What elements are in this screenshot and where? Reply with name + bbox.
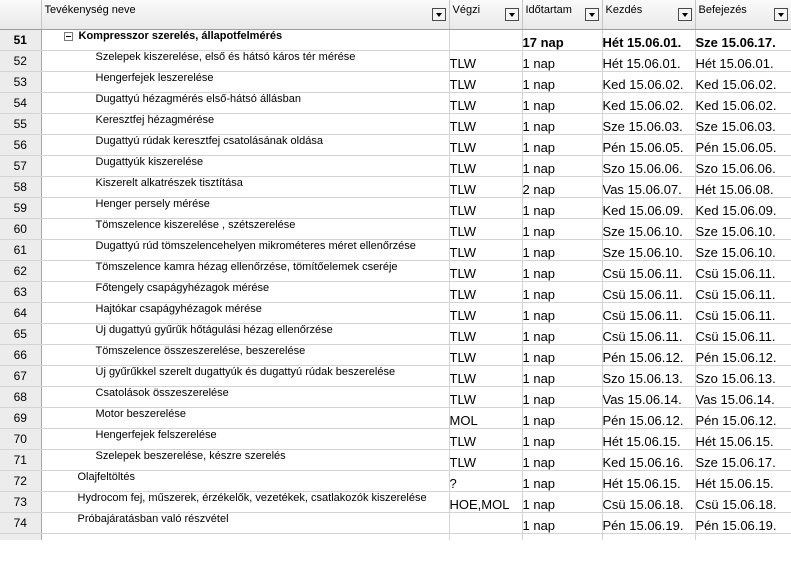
finish-date-cell[interactable]: Vas 15.06.14. [695,387,791,408]
empty-cell[interactable] [0,534,41,541]
start-date-cell[interactable]: Csü 15.06.18. [602,492,695,513]
column-header-start[interactable] [602,0,695,30]
finish-date-cell[interactable]: Pén 15.06.19. [695,513,791,534]
duration-cell[interactable]: 1 nap [522,408,602,429]
row-id-cell[interactable]: 60 [0,219,41,240]
start-date-cell[interactable]: Szo 15.06.13. [602,366,695,387]
task-row[interactable] [0,282,791,303]
resource-cell[interactable] [449,30,522,51]
empty-row[interactable] [0,534,791,541]
resource-cell[interactable]: TLW [449,198,522,219]
row-id-cell[interactable]: 72 [0,471,41,492]
start-date-cell[interactable]: Pén 15.06.12. [602,345,695,366]
filter-dropdown-icon[interactable] [432,8,446,21]
task-name-cell[interactable] [41,471,449,492]
duration-cell[interactable]: 1 nap [522,366,602,387]
row-id-cell[interactable]: 53 [0,72,41,93]
task-name-cell[interactable] [41,450,449,471]
finish-date-cell[interactable]: Csü 15.06.11. [695,303,791,324]
task-row[interactable] [0,156,791,177]
row-id-cell[interactable]: 64 [0,303,41,324]
start-date-cell[interactable]: Sze 15.06.10. [602,240,695,261]
task-row[interactable] [0,324,791,345]
finish-date-cell[interactable]: Hét 15.06.08. [695,177,791,198]
filter-dropdown-icon[interactable] [505,8,519,21]
task-name-cell[interactable] [41,513,449,534]
start-date-cell[interactable]: Csü 15.06.11. [602,324,695,345]
finish-date-cell[interactable]: Hét 15.06.15. [695,471,791,492]
column-header-label: Tevékenység neve [44,4,136,16]
resource-cell[interactable]: MOL [449,408,522,429]
task-name-cell[interactable] [41,282,449,303]
row-id-cell[interactable]: 66 [0,345,41,366]
task-name-text: Tömszelence kamra hézag ellenőrzése, tömítőelemek cseréje [95,261,398,273]
column-header-label: Időtartam [525,4,572,16]
task-row[interactable] [0,408,791,429]
task-name-cell[interactable] [41,198,449,219]
row-id-cell[interactable]: 58 [0,177,41,198]
row-id-cell[interactable]: 57 [0,156,41,177]
row-id-cell[interactable]: 52 [0,51,41,72]
duration-cell[interactable]: 1 nap [522,261,602,282]
task-name-text: Kompresszor szerelés, állapotfelmérés [78,30,283,42]
task-name-text: Szelepek beszerelése, készre szerelés [95,450,286,462]
task-name-text: Olajfeltöltés [77,471,135,483]
column-header-task-name[interactable] [41,0,449,30]
column-header-duration[interactable] [522,0,602,30]
resource-cell[interactable]: TLW [449,156,522,177]
finish-date-cell[interactable]: Pén 15.06.12. [695,408,791,429]
duration-cell[interactable]: 1 nap [522,492,602,513]
task-row[interactable] [0,93,791,114]
task-name-cell[interactable] [41,324,449,345]
resource-cell[interactable]: ? [449,471,522,492]
task-name-cell[interactable] [41,156,449,177]
task-name-cell[interactable] [41,93,449,114]
task-row[interactable] [0,429,791,450]
empty-cell[interactable] [602,534,695,541]
task-name-text: Szelepek kiszerelése, első és hátsó káros tér mérése [95,51,356,63]
task-row[interactable] [0,51,791,72]
row-id-cell[interactable]: 55 [0,114,41,135]
finish-date-cell[interactable]: Sze 15.06.03. [695,114,791,135]
row-id-cell[interactable]: 51 [0,30,41,51]
task-row[interactable] [0,240,791,261]
task-name-cell[interactable] [41,303,449,324]
resource-cell[interactable]: TLW [449,51,522,72]
resource-cell[interactable]: TLW [449,429,522,450]
task-row[interactable] [0,303,791,324]
task-name-text: Dugattyú hézagmérés első-hátsó állásban [95,93,301,105]
header-row [0,0,791,30]
task-row[interactable] [0,114,791,135]
duration-cell[interactable]: 1 nap [522,303,602,324]
duration-cell[interactable]: 17 nap [522,30,602,51]
row-id-cell[interactable]: 73 [0,492,41,513]
row-id-cell[interactable]: 68 [0,387,41,408]
finish-date-cell[interactable]: Sze 15.06.17. [695,30,791,51]
row-id-cell[interactable]: 61 [0,240,41,261]
task-name-cell[interactable] [41,219,449,240]
empty-cell[interactable] [522,534,602,541]
row-id-cell[interactable]: 65 [0,324,41,345]
task-name-cell[interactable] [41,366,449,387]
finish-date-cell[interactable]: Szo 15.06.13. [695,366,791,387]
task-rows [0,30,791,541]
row-id-cell[interactable]: 69 [0,408,41,429]
row-id-cell[interactable]: 70 [0,429,41,450]
task-name-cell[interactable] [41,51,449,72]
task-name-text: Csatolások összeszerelése [95,387,229,399]
task-name-cell[interactable] [41,345,449,366]
task-name-cell[interactable] [41,387,449,408]
duration-cell[interactable]: 2 nap [522,177,602,198]
start-date-cell[interactable]: Pén 15.06.05. [602,135,695,156]
task-name-cell[interactable] [41,261,449,282]
finish-date-cell[interactable]: Ked 15.06.02. [695,72,791,93]
start-date-cell[interactable]: Ked 15.06.02. [602,93,695,114]
task-name-cell[interactable] [41,114,449,135]
task-name-text: Tömszelence kiszerelése , szétszerelése [95,219,296,231]
finish-date-cell[interactable]: Ked 15.06.09. [695,198,791,219]
task-name-text: Próbajáratásban való részvétel [77,513,229,525]
task-name-text: Kiszerelt alkatrészek tisztítása [95,177,243,189]
start-date-cell[interactable]: Hét 15.06.01. [602,51,695,72]
task-name-text: Dugattyú rúd tömszelencehelyen mikrométeres méret ellenőrzése [95,240,416,252]
resource-cell[interactable]: TLW [449,345,522,366]
row-id-cell[interactable]: 74 [0,513,41,534]
row-id-cell[interactable]: 63 [0,282,41,303]
duration-cell[interactable]: 1 nap [522,156,602,177]
resource-cell[interactable]: TLW [449,135,522,156]
task-row[interactable] [0,177,791,198]
resource-cell[interactable]: TLW [449,177,522,198]
start-date-cell[interactable]: Hét 15.06.01. [602,30,695,51]
resource-cell[interactable]: TLW [449,450,522,471]
summary-task-row[interactable] [0,30,791,51]
row-id-cell[interactable]: 54 [0,93,41,114]
duration-cell[interactable]: 1 nap [522,219,602,240]
duration-cell[interactable]: 1 nap [522,114,602,135]
task-name-text: Hydrocom fej, műszerek, érzékelők, vezetékek, csatlakozók kiszerelése [77,492,427,504]
resource-cell[interactable]: TLW [449,240,522,261]
finish-date-cell[interactable]: Ked 15.06.02. [695,93,791,114]
resource-cell[interactable]: TLW [449,261,522,282]
row-id-cell[interactable]: 71 [0,450,41,471]
task-name-text: Motor beszerelése [95,408,186,420]
empty-cell[interactable] [41,534,449,541]
task-row[interactable] [0,345,791,366]
resource-cell[interactable]: TLW [449,303,522,324]
task-row[interactable] [0,72,791,93]
task-name-text: Hengerfejek leszerelése [95,72,214,84]
start-date-cell[interactable]: Ked 15.06.16. [602,450,695,471]
task-row[interactable] [0,513,791,534]
start-date-cell[interactable]: Vas 15.06.14. [602,387,695,408]
header-corner[interactable] [0,0,41,30]
duration-cell[interactable]: 1 nap [522,450,602,471]
task-name-text: Dugattyú rúdak keresztfej csatolásának oldása [95,135,323,147]
task-name-cell[interactable] [41,72,449,93]
task-name-cell[interactable] [41,408,449,429]
task-name-text: Keresztfej hézagmérése [95,114,215,126]
finish-date-cell[interactable]: Csü 15.06.11. [695,324,791,345]
task-row[interactable] [0,219,791,240]
task-row[interactable] [0,387,791,408]
task-row[interactable] [0,471,791,492]
duration-cell[interactable]: 1 nap [522,324,602,345]
column-header-finish[interactable] [695,0,791,30]
duration-cell[interactable]: 1 nap [522,198,602,219]
resource-cell[interactable]: TLW [449,72,522,93]
start-date-cell[interactable]: Ked 15.06.02. [602,72,695,93]
finish-date-cell[interactable]: Sze 15.06.10. [695,219,791,240]
duration-cell[interactable]: 1 nap [522,387,602,408]
task-name-text: Új dugattyú gyűrűk hőtágulási hézag ellenőrzése [95,324,333,336]
filter-dropdown-icon[interactable] [678,8,692,21]
filter-dropdown-icon[interactable] [585,8,599,21]
column-header-label: Kezdés [605,4,643,16]
task-name-text: Dugattyúk kiszerelése [95,156,204,168]
finish-date-cell[interactable]: Sze 15.06.17. [695,450,791,471]
start-date-cell[interactable]: Vas 15.06.07. [602,177,695,198]
duration-cell[interactable]: 1 nap [522,240,602,261]
task-row[interactable] [0,450,791,471]
start-date-cell[interactable]: Csü 15.06.11. [602,261,695,282]
task-name-text: Főtengely csapágyhézagok mérése [95,282,270,294]
task-name-cell[interactable] [41,30,449,51]
resource-cell[interactable]: TLW [449,387,522,408]
start-date-cell[interactable]: Pén 15.06.12. [602,408,695,429]
column-header-resource[interactable] [449,0,522,30]
duration-cell[interactable]: 1 nap [522,282,602,303]
task-row[interactable] [0,366,791,387]
resource-cell[interactable]: TLW [449,93,522,114]
start-date-cell[interactable]: Ked 15.06.09. [602,198,695,219]
finish-date-cell[interactable]: Sze 15.06.10. [695,240,791,261]
start-date-cell[interactable]: Sze 15.06.10. [602,219,695,240]
empty-cell[interactable] [695,534,791,541]
resource-cell[interactable]: TLW [449,114,522,135]
task-name-text: Hengerfejek felszerelése [95,429,217,441]
task-name-cell[interactable] [41,177,449,198]
start-date-cell[interactable]: Hét 15.06.15. [602,471,695,492]
start-date-cell[interactable]: Csü 15.06.11. [602,282,695,303]
resource-cell[interactable]: TLW [449,282,522,303]
duration-cell[interactable]: 1 nap [522,93,602,114]
start-date-cell[interactable]: Hét 15.06.15. [602,429,695,450]
task-name-text: Hajtókar csapágyhézagok mérése [95,303,262,315]
start-date-cell[interactable]: Csü 15.06.11. [602,303,695,324]
finish-date-cell[interactable]: Hét 15.06.01. [695,51,791,72]
duration-cell[interactable]: 1 nap [522,345,602,366]
filter-dropdown-icon[interactable] [774,8,788,21]
column-header-label: Befejezés [698,4,747,16]
resource-cell[interactable]: HOE,MOL [449,492,522,513]
row-id-cell[interactable]: 62 [0,261,41,282]
task-row[interactable] [0,261,791,282]
resource-cell[interactable]: TLW [449,366,522,387]
finish-date-cell[interactable]: Pén 15.06.12. [695,345,791,366]
duration-cell[interactable]: 1 nap [522,513,602,534]
empty-cell[interactable] [449,534,522,541]
resource-cell[interactable]: TLW [449,324,522,345]
duration-cell[interactable]: 1 nap [522,471,602,492]
task-name-cell[interactable] [41,135,449,156]
finish-date-cell[interactable]: Csü 15.06.11. [695,261,791,282]
task-row[interactable] [0,135,791,156]
column-header-label: Végzi [452,4,481,16]
finish-date-cell[interactable]: Csü 15.06.11. [695,282,791,303]
finish-date-cell[interactable]: Hét 15.06.15. [695,429,791,450]
task-row[interactable] [0,198,791,219]
task-name-text: Tömszelence összeszerelése, beszerelése [95,345,306,357]
task-name-text: Új gyűrűkkel szerelt dugattyúk és dugattyú rúdak beszerelése [95,366,396,378]
row-id-cell[interactable]: 67 [0,366,41,387]
task-name-cell[interactable] [41,240,449,261]
task-name-text: Henger persely mérése [95,198,210,210]
duration-cell[interactable]: 1 nap [522,429,602,450]
start-date-cell[interactable]: Sze 15.06.03. [602,114,695,135]
start-date-cell[interactable]: Pén 15.06.19. [602,513,695,534]
finish-date-cell[interactable]: Szo 15.06.06. [695,156,791,177]
task-name-cell[interactable] [41,429,449,450]
row-id-cell[interactable]: 56 [0,135,41,156]
finish-date-cell[interactable]: Pén 15.06.05. [695,135,791,156]
collapse-minus-icon[interactable] [64,32,73,41]
start-date-cell[interactable]: Szo 15.06.06. [602,156,695,177]
duration-cell[interactable]: 1 nap [522,72,602,93]
task-row[interactable] [0,492,791,513]
row-id-cell[interactable]: 59 [0,198,41,219]
duration-cell[interactable]: 1 nap [522,135,602,156]
duration-cell[interactable]: 1 nap [522,51,602,72]
resource-cell[interactable] [449,513,522,534]
resource-cell[interactable]: TLW [449,219,522,240]
task-name-cell[interactable] [41,492,449,513]
finish-date-cell[interactable]: Csü 15.06.18. [695,492,791,513]
